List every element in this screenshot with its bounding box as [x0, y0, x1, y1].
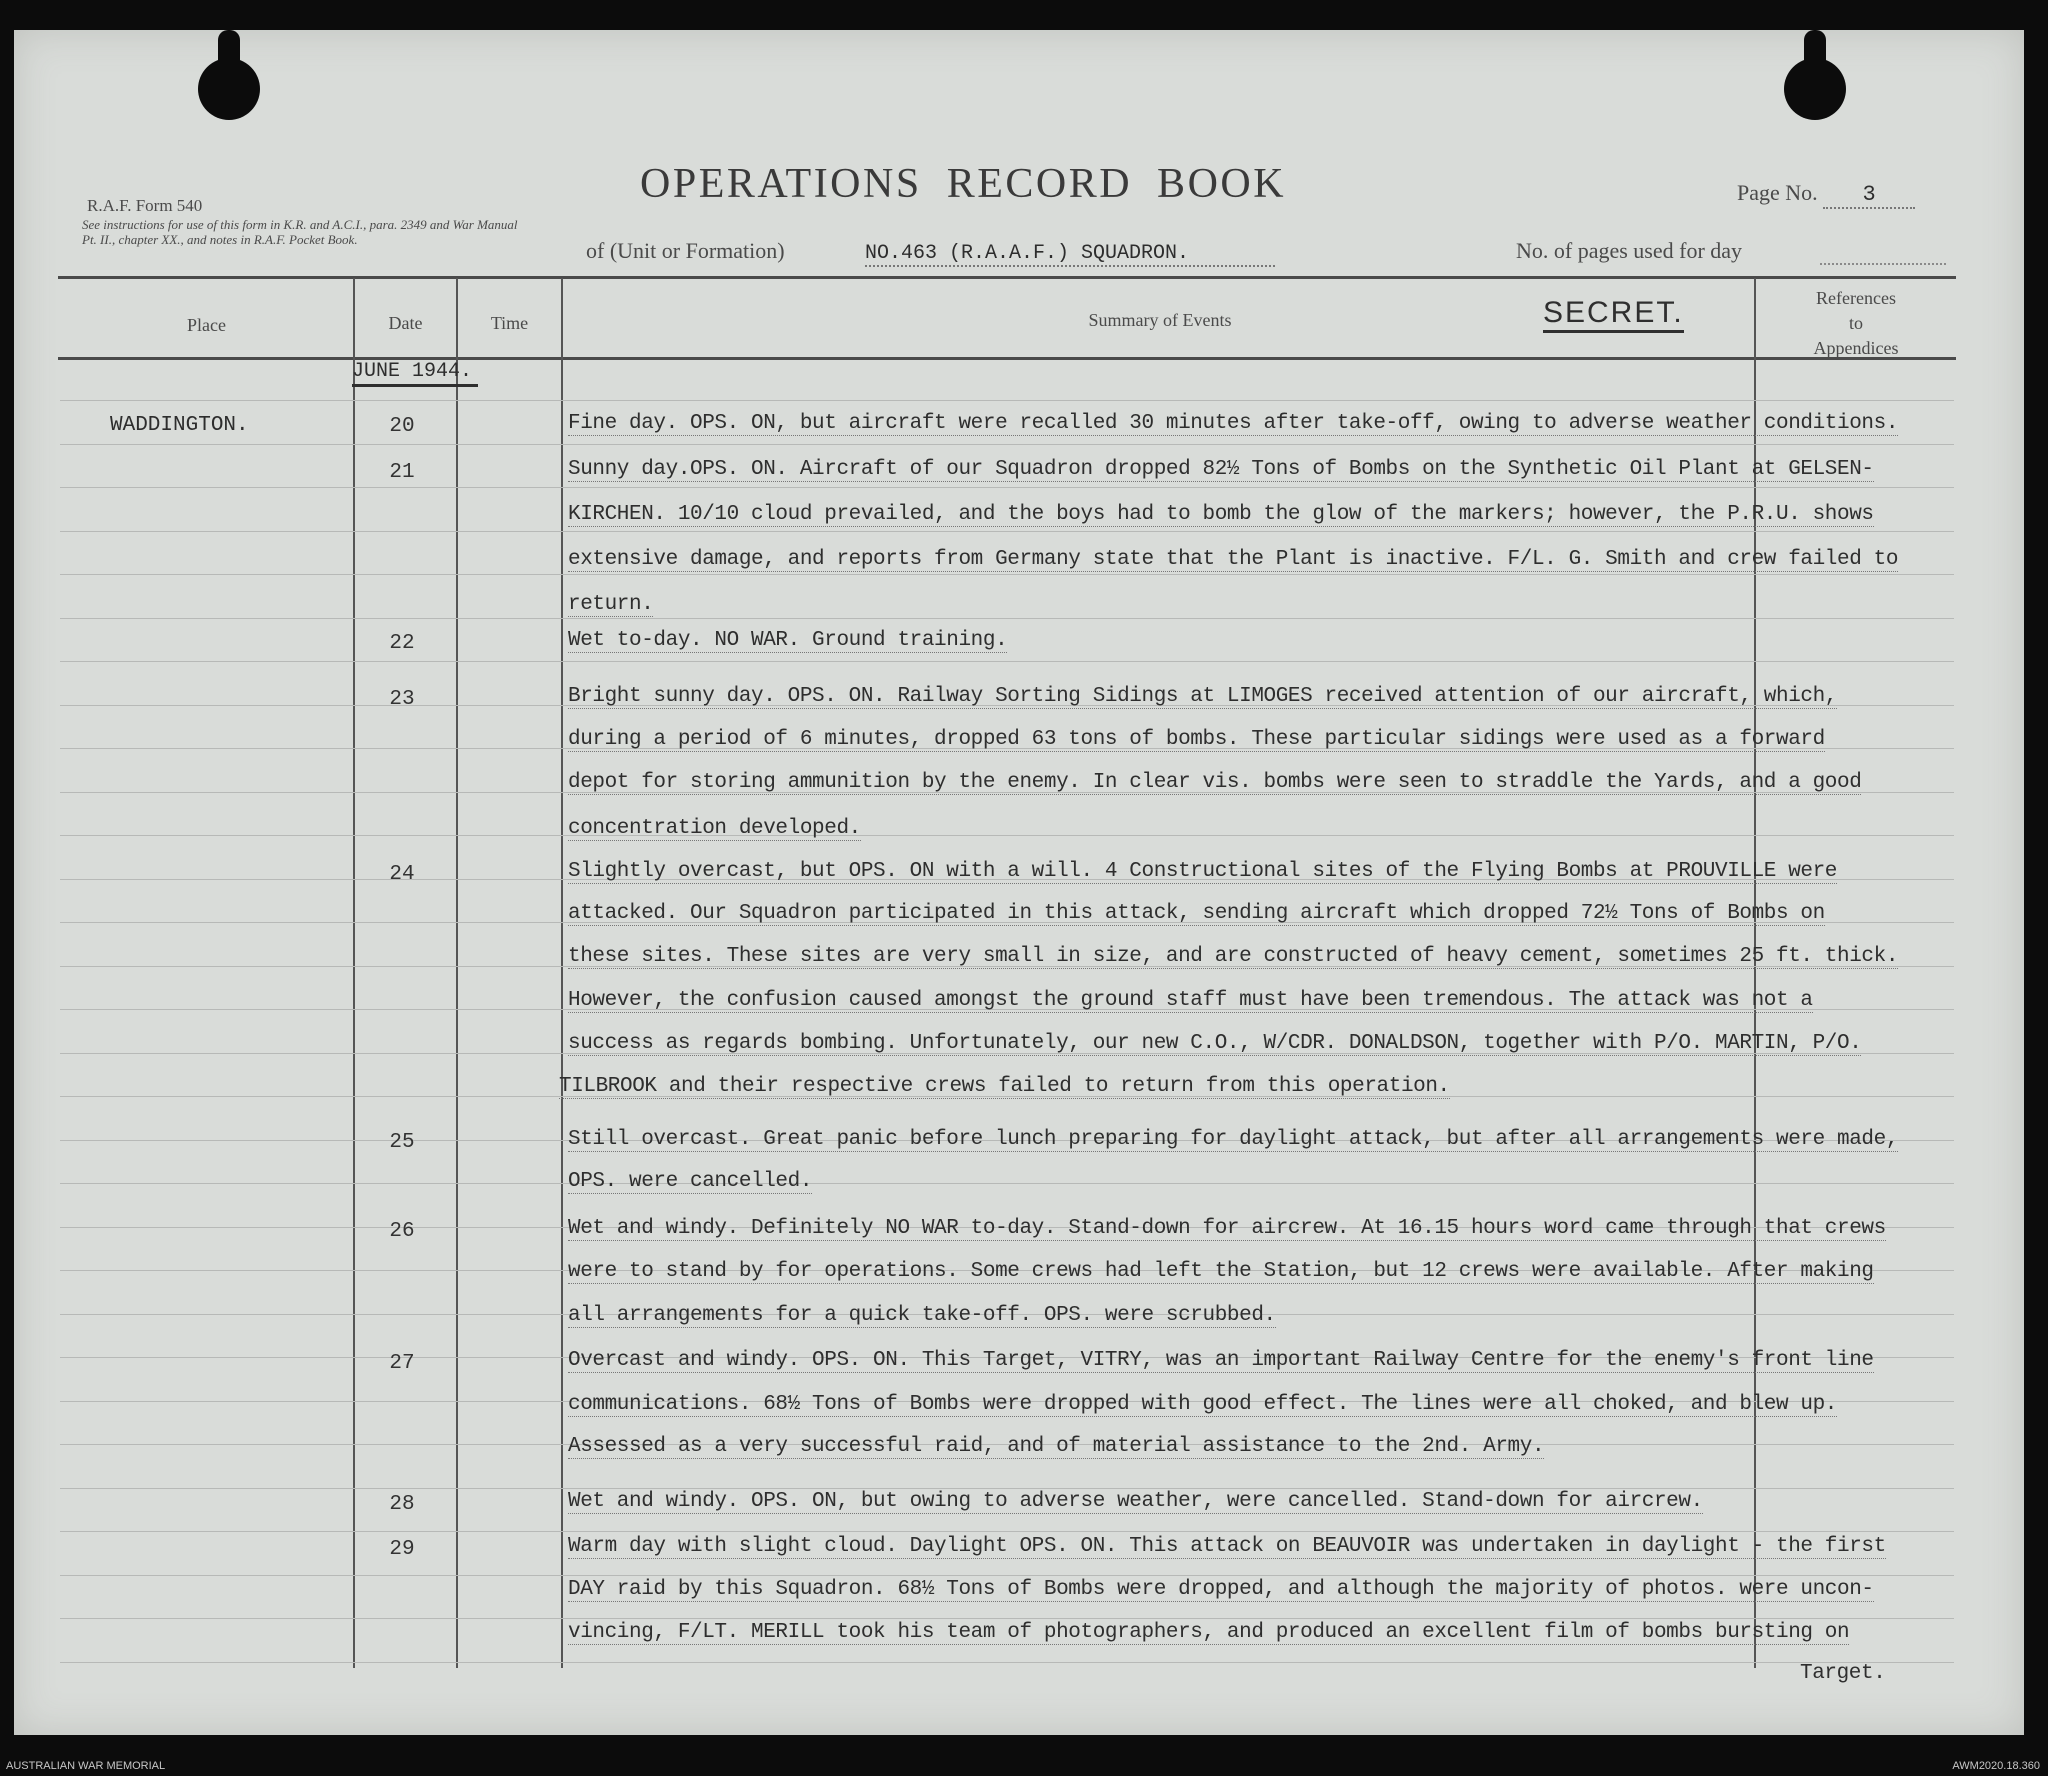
col-header-references — [1756, 286, 1956, 361]
ruled-line — [60, 574, 1954, 575]
ruled-line — [60, 1531, 1954, 1532]
col-header-place: Place — [187, 315, 226, 335]
page-label-text: Page No. — [1737, 180, 1818, 205]
entry-date: 22 — [389, 632, 415, 655]
place-name: WADDINGTON. — [110, 414, 249, 437]
table-top-rule — [58, 276, 1956, 279]
entry-line: Wet and windy. Definitely NO WAR to-day. Stand-down for aircrew. At 16.15 hours word came through that crews — [568, 1217, 1886, 1240]
entry-line: concentration developed. — [568, 817, 861, 840]
entry-line: during a period of 6 minutes, dropped 63 tons of bombs. These particular sidings were used as a forward — [568, 728, 1825, 751]
entry-line: success as regards bombing. Unfortunately, our new C.O., W/CDR. DONALDSON, together with P/O. MARTIN, P/O. — [568, 1032, 1862, 1055]
entry-line: return. — [568, 593, 654, 616]
entry-date: 20 — [389, 415, 415, 438]
entry-line: Warm day with slight cloud. Daylight OPS. ON. This attack on BEAUVOIR was undertaken in daylight - the first — [568, 1535, 1886, 1558]
ruled-line — [60, 661, 1954, 662]
entry-line: attacked. Our Squadron participated in this attack, sending aircraft which dropped 72½ Tons of Bombs on — [568, 902, 1825, 925]
ruled-line — [60, 1662, 1954, 1663]
entry-line: Wet and windy. OPS. ON, but owing to adverse weather, were cancelled. Stand-down for aircrew. — [568, 1490, 1703, 1513]
entry-line: TILBROOK and their respective crews failed to return from this operation. — [559, 1075, 1450, 1098]
ruled-line — [60, 1183, 1954, 1184]
entry-line: KIRCHEN. 10/10 cloud prevailed, and the boys had to bomb the glow of the markers; however, the P.R.U. shows — [568, 503, 1874, 526]
form-instructions: See instructions for use of this form in K.R. and A.C.I., para. 2349 and War Manual Pt. II., chapter XX., and notes in R.A.F. Pocket Book. — [82, 217, 518, 247]
entry-date: 24 — [389, 863, 415, 886]
entry-line: vincing, F/LT. MERILL took his team of photographers, and produced an excellent film of bombs bursting on — [568, 1621, 1850, 1644]
entry-line: these sites. These sites are very small in size, and are constructed of heavy cement, sometimes 25 ft. thick. — [568, 945, 1899, 968]
entry-line: communications. 68½ Tons of Bombs were dropped with good effect. The lines were all choked, and blew up. — [568, 1393, 1838, 1416]
ruled-line — [60, 835, 1954, 836]
ruled-line — [60, 531, 1954, 532]
footer-reference: AWM2020.18.360 — [1952, 1760, 2040, 1772]
entry-date: 21 — [389, 461, 415, 484]
entry-line: DAY raid by this Squadron. 68½ Tons of Bombs were dropped, and although the majority of photos. were uncon- — [568, 1578, 1874, 1601]
entry-date: 25 — [389, 1131, 415, 1154]
page-number-value: 3 — [1823, 182, 1915, 209]
ruled-line — [60, 618, 1954, 619]
entry-line: Slightly overcast, but OPS. ON with a will. 4 Constructional sites of the Flying Bombs at PROUVILLE were — [568, 860, 1838, 883]
entry-line: Wet to-day. NO WAR. Ground training. — [568, 629, 1008, 652]
ruled-line — [60, 400, 1954, 401]
entry-line: Sunny day.OPS. ON. Aircraft of our Squadron dropped 82½ Tons of Bombs on the Synthetic Oil Plant at GELSEN- — [568, 458, 1874, 481]
entry-line: depot for storing ammunition by the enemy. In clear vis. bombs were seen to straddle the Yards, and a good — [568, 771, 1862, 794]
entry-date: 27 — [389, 1352, 415, 1375]
entry-line: OPS. were cancelled. — [568, 1170, 813, 1193]
entry-line: Fine day. OPS. ON, but aircraft were recalled 30 minutes after take-off, owing to adverse weather conditions. — [568, 412, 1899, 435]
table-header-rule — [58, 357, 1956, 360]
entry-line: Target. — [1800, 1662, 1886, 1685]
col-header-time: Time — [490, 313, 529, 333]
entry-line: Assessed as a very successful raid, and of material assistance to the 2nd. Army. — [568, 1435, 1545, 1458]
ruled-line — [60, 1575, 1954, 1576]
entry-line: all arrangements for a quick take-off. OPS. were scrubbed. — [568, 1304, 1276, 1327]
col-header-summary: Summary of Events — [1088, 310, 1232, 330]
ruled-line — [60, 1488, 1954, 1489]
ruled-line — [60, 1618, 1954, 1619]
pages-used-blank — [1820, 263, 1946, 265]
classification-stamp: SECRET. — [1543, 296, 1684, 333]
form-number: R.A.F. Form 540 — [87, 196, 203, 215]
col-header-date: Date — [388, 313, 423, 333]
pages-used-label: No. of pages used for day — [1516, 238, 1743, 263]
entry-date: 29 — [389, 1538, 415, 1561]
unit-value: NO.463 (R.A.A.F.) SQUADRON. — [865, 242, 1275, 267]
ruled-line — [60, 487, 1954, 488]
entry-line: Still overcast. Great panic before lunch preparing for daylight attack, but after all arrangements were made, — [568, 1128, 1899, 1151]
entry-date: 23 — [389, 688, 415, 711]
form-title: OPERATIONS RECORD BOOK — [640, 161, 1287, 207]
footer-credit: AUSTRALIAN WAR MEMORIAL — [6, 1760, 166, 1772]
entry-line: Overcast and windy. OPS. ON. This Target, VITRY, was an important Railway Centre for the enemy's front line — [568, 1349, 1874, 1372]
references-line-3: Appendices — [1813, 338, 1899, 358]
references-line-2: to — [1848, 313, 1863, 333]
punch-slot-left — [218, 30, 240, 70]
entry-date: 26 — [389, 1220, 415, 1243]
page-number-label — [1737, 180, 1915, 209]
entry-line: However, the confusion caused amongst the ground staff must have been tremendous. The attack was not a — [568, 989, 1813, 1012]
entry-line: were to stand by for operations. Some crews had left the Station, but 12 crews were available. After making — [568, 1260, 1874, 1283]
entry-line: extensive damage, and reports from Germany state that the Plant is inactive. F/L. G. Smith and crew failed to — [568, 548, 1899, 571]
punch-slot-right — [1804, 30, 1826, 70]
references-line-1: References — [1816, 288, 1896, 308]
entry-date: 28 — [389, 1493, 415, 1516]
month-header: JUNE 1944. — [352, 360, 478, 387]
unit-label: of (Unit or Formation) — [586, 238, 785, 263]
ruled-line — [60, 444, 1954, 445]
entry-line: Bright sunny day. OPS. ON. Railway Sorting Sidings at LIMOGES received attention of our aircraft, which, — [568, 685, 1838, 708]
